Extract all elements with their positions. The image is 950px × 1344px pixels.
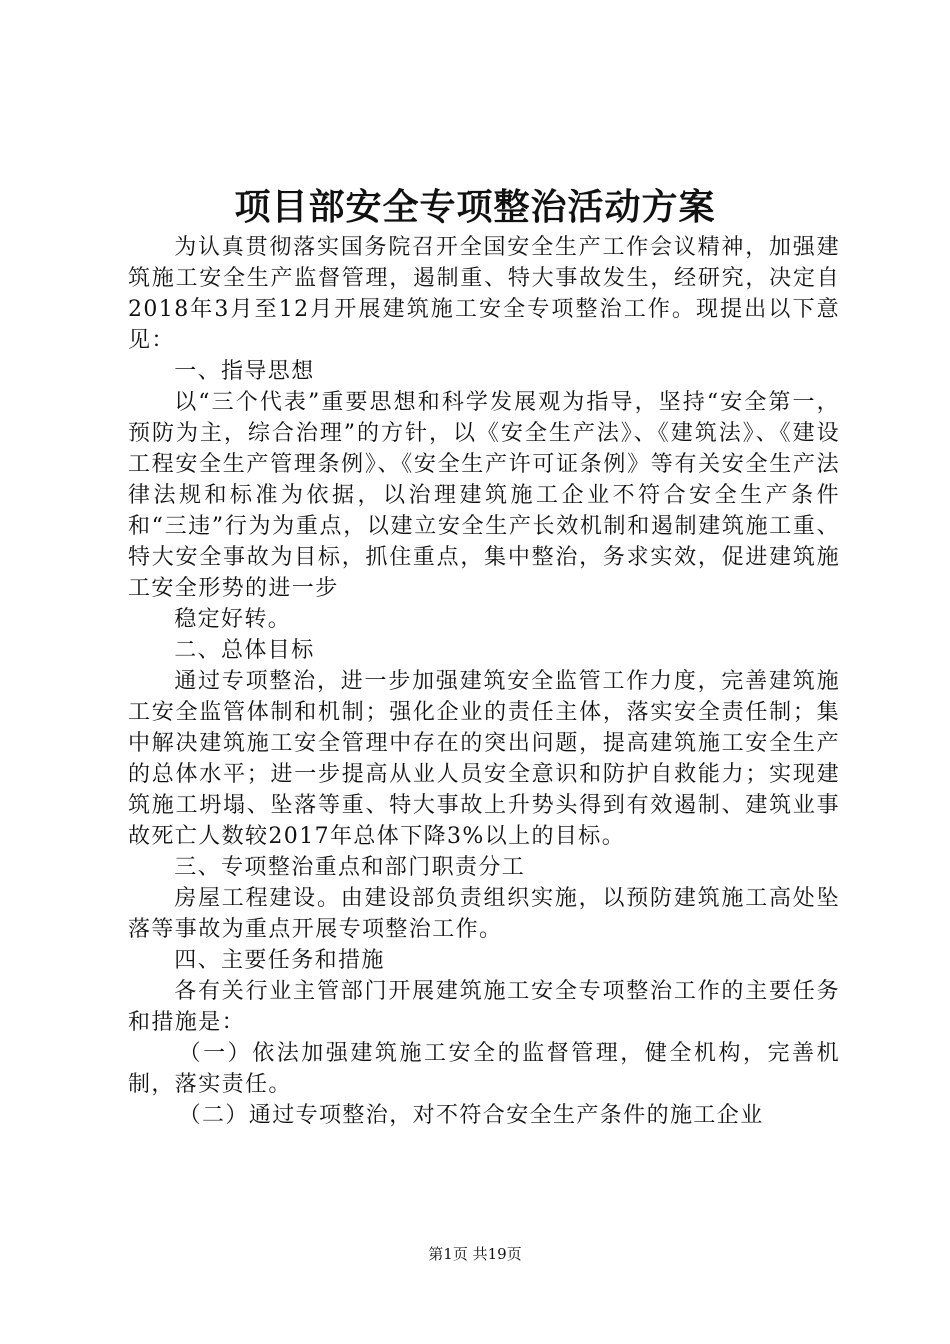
heading-key-areas: 三、专项整治重点和部门职责分工 [174,855,526,880]
heading-guiding-ideology: 一、指导思想 [174,359,315,384]
paragraph-task-one: （一）依法加强建筑施工安全的监督管理，健全机构，完善机制，落实责任。 [128,1041,840,1097]
paragraph-main-tasks: 各有关行业主管部门开展建筑施工安全专项整治工作的主要任务和措施是： [128,979,840,1035]
paragraph-task-two: （二）通过专项整治，对不符合安全生产条件的施工企业 [178,1103,764,1128]
document-title: 项目部安全专项整治活动方案 [234,186,716,228]
paragraph-overall-goals: 通过专项整治，进一步加强建筑安全监管工作力度，完善建筑施工安全监管体制和机制；强化企业的责任主体，落实安全责任制；集中解决建筑施工安全管理中存在的突出问题，提高建筑施工安全生产的总体水平；进一步提高从业人员安全意识和防护自救能力；实现建筑施工坍塌、坠落等重、特大事故上升势头得到有效遏制、建筑业事故死亡人数较2017年总体下降3%以上的目标。 [128,669,840,849]
document-body [128,232,840,1131]
paragraph-key-areas: 房屋工程建设。由建设部负责组织实施，以预防建筑施工高处坠落等事故为重点开展专项整治工作。 [128,886,840,942]
page-footer: 第1页 共19页 [428,1245,522,1263]
heading-overall-goals: 二、总体目标 [174,638,315,663]
paragraph-stable-improvement: 稳定好转。 [174,607,292,632]
paragraph-intro: 为认真贯彻落实国务院召开全国安全生产工作会议精神，加强建筑施工安全生产监督管理，遏制重、特大事故发生，经研究，决定自2018年3月至12月开展建筑施工安全专项整治工作。现提出以下意见： [128,235,840,353]
heading-main-tasks: 四、主要任务和措施 [174,948,385,973]
paragraph-guiding-ideology: 以“三个代表”重要思想和科学发展观为指导，坚持“安全第一，预防为主，综合治理”的方针，以《安全生产法》、《建筑法》、《建设工程安全生产管理条例》、《安全生产许可证条例》等有关安全生产法律法规和标准为依据，以治理建筑施工企业不符合安全生产条件和“三违”行为为重点，以建立安全生产长效机制和遏制建筑施工重、特大安全事故为目标，抓住重点，集中整治，务求实效，促进建筑施工安全形势的进一步 [128,390,840,601]
